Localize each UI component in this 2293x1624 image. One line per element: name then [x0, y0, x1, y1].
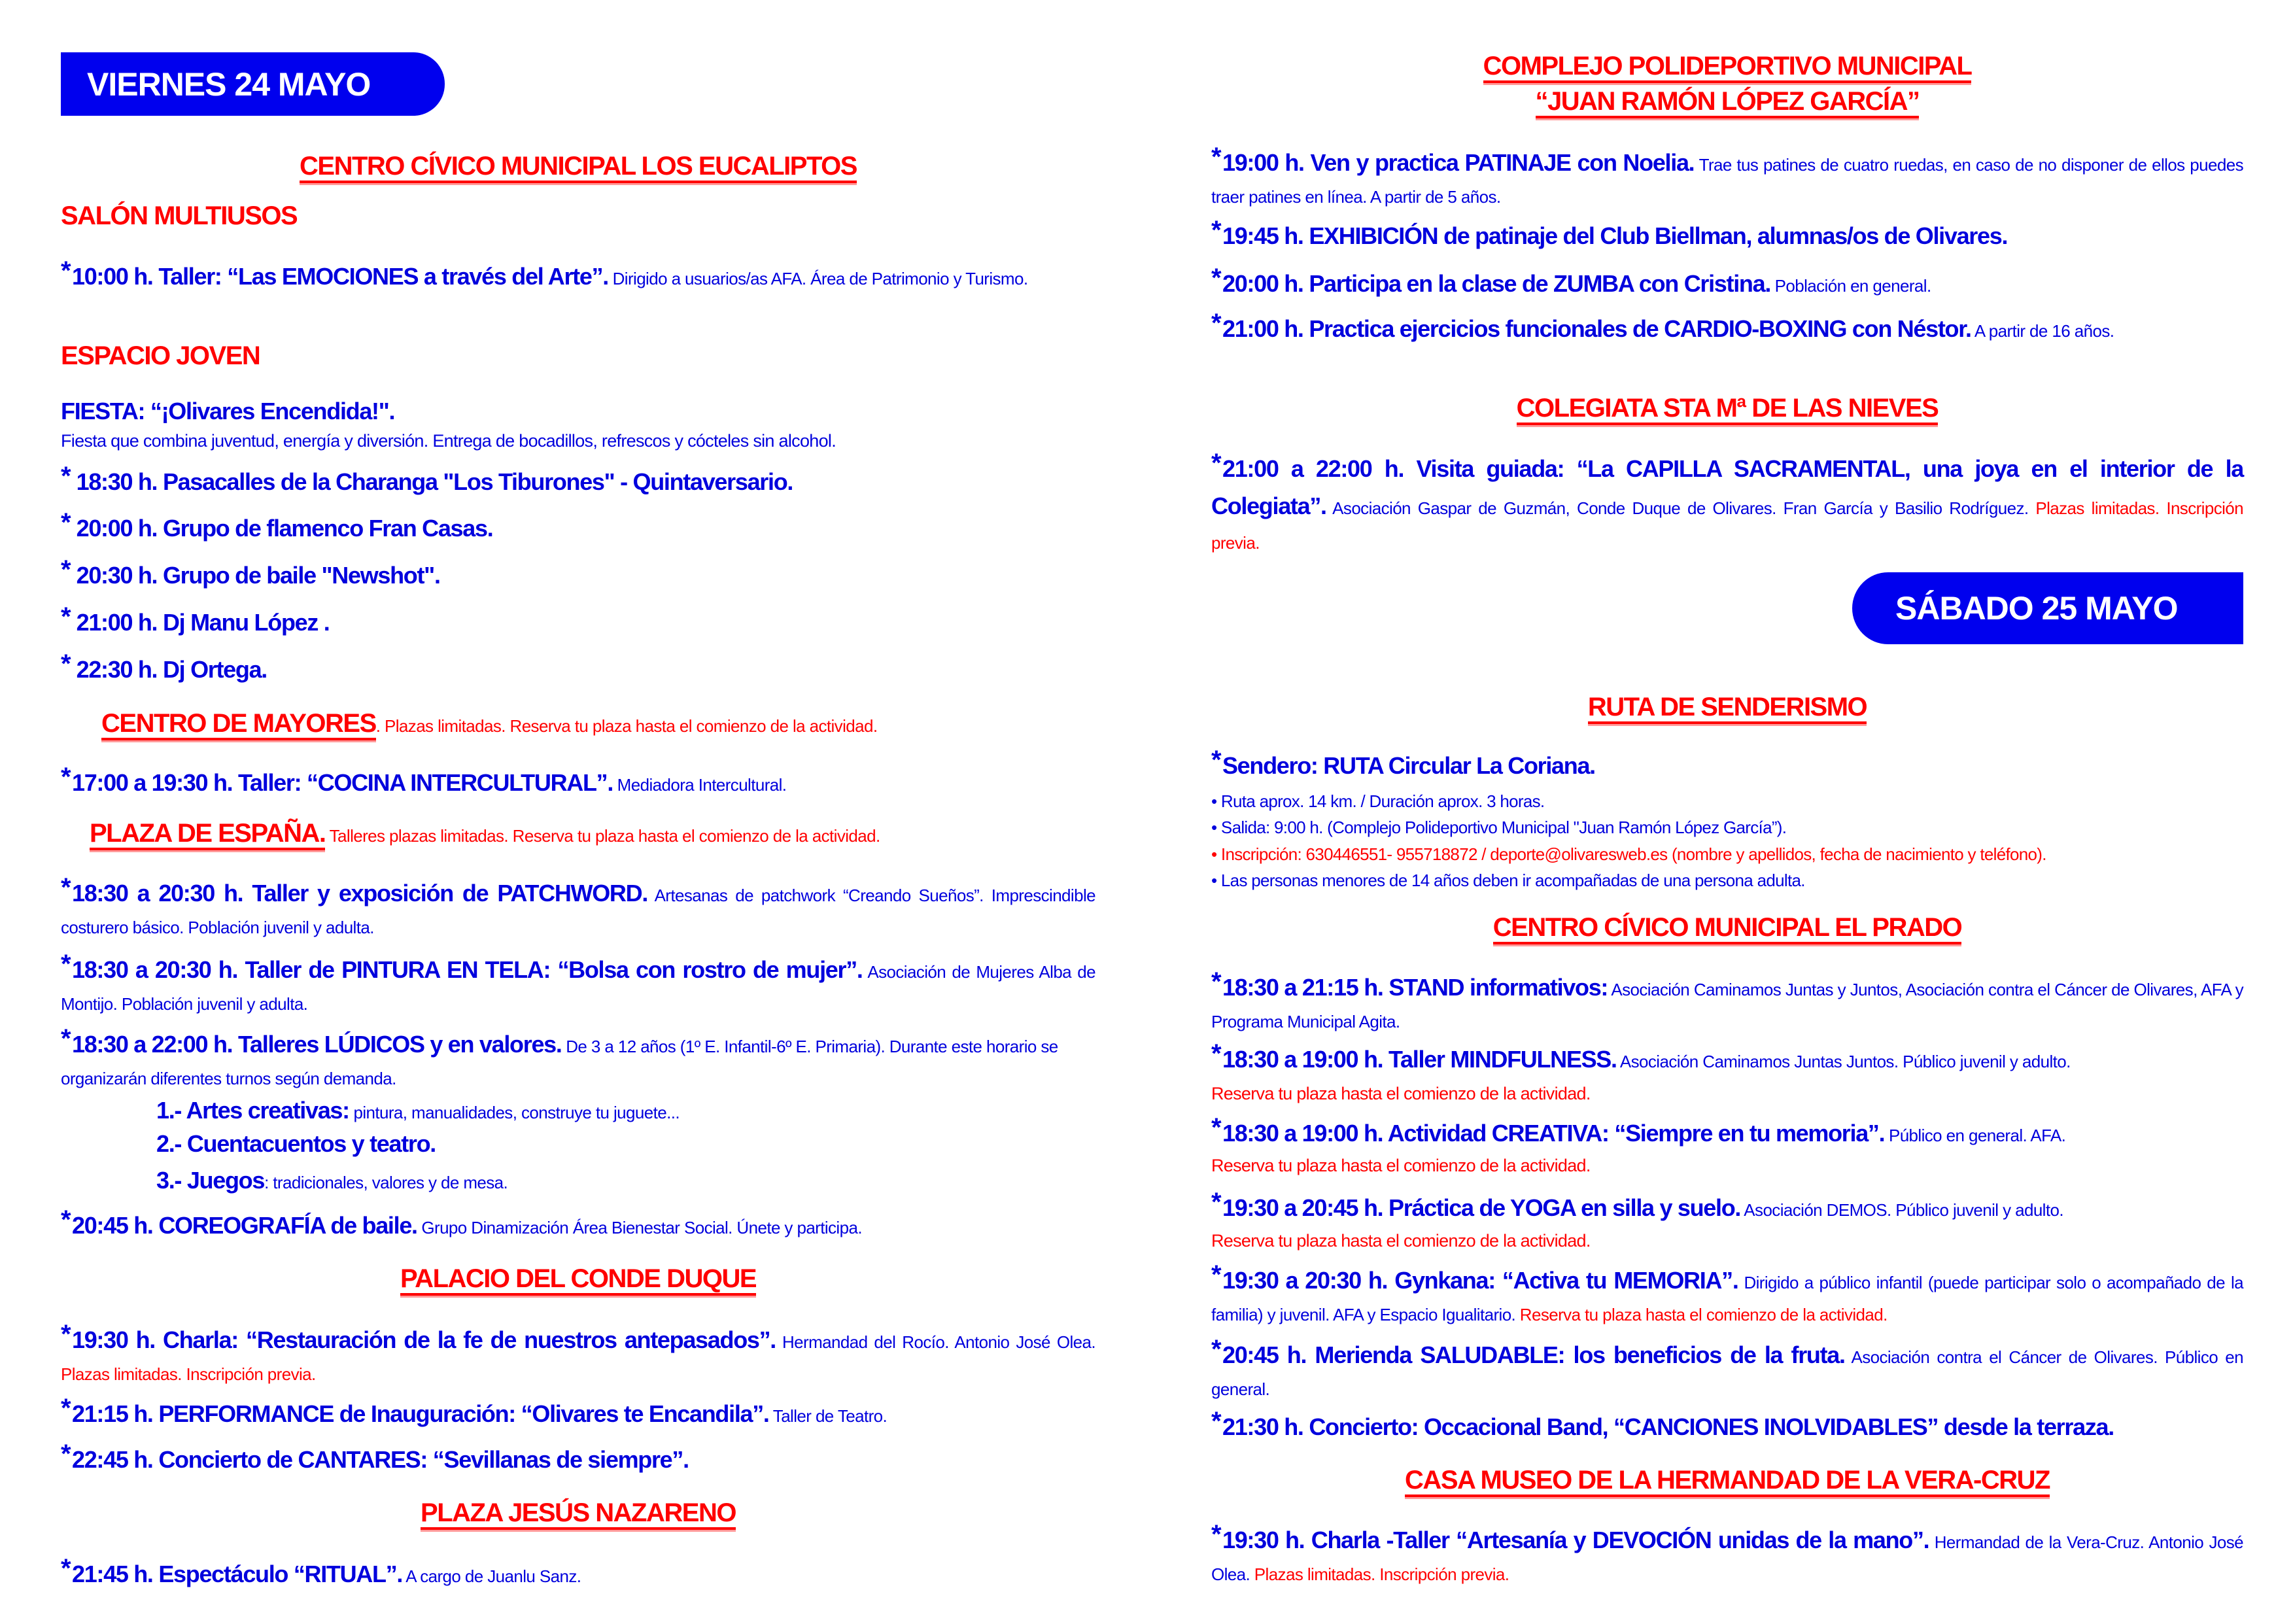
venue-heading — [61, 706, 1095, 743]
asterisk-icon: * — [61, 1440, 71, 1468]
event-title: 21:00 h. Dj Manu López . — [76, 609, 330, 636]
event-note: De 3 a 12 años (1º E. Infantil-6º E. Primaria). Durante este horario se organizarán diferentes turnos según demanda. — [61, 1037, 1058, 1088]
sublist-note: pintura, manualidades, construye tu juguete... — [349, 1103, 680, 1122]
event-note: Asociación contra el Cáncer de Olivares. Público en general. — [1211, 1347, 2243, 1399]
event-note: Taller de Teatro. — [768, 1406, 888, 1426]
asterisk-icon: * — [61, 1205, 71, 1234]
right-column — [1211, 0, 2243, 1624]
event-warning: Plazas limitadas. Inscripción previa. — [61, 1364, 316, 1384]
venue-title: “JUAN RAMÓN LÓPEZ GARCÍA” — [1536, 87, 1920, 118]
event-warning: Reserva tu plaza hasta el comienzo de la actividad. — [1211, 1084, 1591, 1103]
event-title: 18:30 a 20:30 h. Taller y exposición de PATCHWORD. — [71, 880, 648, 907]
venue-title: COMPLEJO POLIDEPORTIVO MUNICIPAL — [1483, 52, 1972, 83]
asterisk-icon: * — [61, 1554, 71, 1583]
route-detail: • Ruta aprox. 14 km. / Duración aprox. 3 horas. — [1211, 791, 1545, 811]
event-description: Fiesta que combina juventud, energía y diversión. Entrega de bocadillos, refrescos y cócteles sin alcohol. — [61, 431, 836, 451]
asterisk-icon: * — [61, 1024, 71, 1053]
sublist-note: : tradicionales, valores y de mesa. — [264, 1173, 508, 1192]
asterisk-icon: * — [61, 602, 71, 631]
sublist-item — [156, 1127, 1095, 1163]
venue-title: CENTRO CÍVICO MUNICIPAL LOS EUCALIPTOS — [300, 152, 857, 183]
event-title: 19:30 a 20:45 h. Práctica de YOGA en silla y suelo. — [1222, 1194, 1741, 1221]
venue-title: CASA MUSEO DE LA HERMANDAD DE LA VERA-CRUZ — [1405, 1466, 2050, 1497]
venue-heading — [1211, 910, 2243, 944]
venue-heading — [1211, 1463, 2243, 1497]
event-title: 21:00 a 22:00 h. Visita guiada: “La CAPILLA SACRAMENTAL, una joya en el interior de la Colegiata”. — [1211, 455, 2243, 519]
event-item — [61, 555, 1095, 594]
event-item — [61, 1205, 1095, 1244]
event-item — [61, 763, 1095, 801]
event-item — [1211, 143, 2243, 213]
event-note: Asociación Gaspar de Guzmán, Conde Duque de Olivares. Fran García y Basilio Rodríguez. — [1326, 498, 2029, 518]
event-item — [61, 395, 1095, 430]
left-column — [61, 0, 1095, 1624]
venue-note: Talleres plazas limitadas. Reserva tu plaza hasta el comienzo de la actividad. — [325, 826, 880, 846]
asterisk-icon: * — [1211, 264, 1221, 292]
event-title: 21:45 h. Espectáculo “RITUAL”. — [71, 1561, 403, 1587]
asterisk-icon: * — [1211, 746, 1221, 774]
event-title: 19:45 h. EXHIBICIÓN de patinaje del Club Biellman, alumnas/os de Olivares. — [1222, 222, 2008, 249]
asterisk-icon: * — [1211, 1407, 1221, 1436]
event-title: 19:00 h. Ven y practica PATINAJE con Noelia. — [1222, 149, 1695, 176]
event-item — [1211, 1520, 2243, 1591]
room-title: ESPACIO JOVEN — [61, 341, 260, 370]
event-item — [1211, 1039, 2243, 1078]
asterisk-icon: * — [1211, 1188, 1221, 1217]
event-note: Público en general. AFA. — [1884, 1126, 2066, 1145]
asterisk-icon: * — [61, 462, 71, 491]
event-item — [61, 256, 1095, 295]
event-title: 20:45 h. COREOGRAFÍA de baile. — [71, 1212, 417, 1239]
event-item — [61, 950, 1095, 1020]
event-title: Sendero: RUTA Circular La Coriana. — [1222, 752, 1595, 779]
venue-title: RUTA DE SENDERISMO — [1588, 693, 1867, 724]
asterisk-icon: * — [61, 1320, 71, 1349]
event-warning: Plazas limitadas. Inscripción previa. — [1211, 498, 2243, 553]
event-title: 18:30 a 20:30 h. Taller de PINTURA EN TELA: “Bolsa con rostro de mujer”. — [71, 956, 863, 983]
event-title: 19:30 h. Charla -Taller “Artesanía y DEVOCIÓN unidas de la mano”. — [1222, 1527, 1929, 1553]
event-title: 19:30 a 20:30 h. Gynkana: “Activa tu MEMORIA”. — [1222, 1267, 1738, 1294]
event-item — [1211, 1407, 2243, 1445]
event-item — [1211, 451, 2243, 561]
event-item — [1211, 264, 2243, 302]
event-note: Dirigido a usuarios/as AFA. Área de Patrimonio y Turismo. — [608, 269, 1028, 288]
event-title: 18:30 h. Pasacalles de la Charanga "Los Tiburones" - Quintaversario. — [76, 468, 793, 495]
asterisk-icon: * — [1211, 967, 1221, 996]
event-item — [61, 1320, 1095, 1391]
event-title: 17:00 a 19:30 h. Taller: “COCINA INTERCULTURAL”. — [71, 769, 613, 796]
event-title: 20:00 h. Participa en la clase de ZUMBA con Cristina. — [1222, 270, 1771, 297]
event-title: 20:00 h. Grupo de flamenco Fran Casas. — [76, 515, 493, 542]
venue-title: CENTRO DE MAYORES — [101, 709, 376, 740]
date-banner-friday — [61, 52, 445, 116]
event-item — [1211, 746, 2243, 784]
event-title: 10:00 h. Taller: “Las EMOCIONES a través del Arte”. — [71, 263, 608, 290]
asterisk-icon: * — [1211, 1335, 1221, 1364]
asterisk-icon: * — [61, 950, 71, 978]
event-note: A cargo de Juanlu Sanz. — [402, 1566, 581, 1586]
event-warning: Reserva tu plaza hasta el comienzo de la actividad. — [1211, 1231, 1591, 1251]
event-item — [61, 649, 1095, 688]
event-item — [1211, 1335, 2243, 1406]
route-registration: • Inscripción: 630446551- 955718872 / deporte@olivaresweb.es (nombre y apellidos, fecha de nacimiento y teléfono). — [1211, 844, 2046, 864]
event-item — [61, 873, 1095, 944]
event-warning: Reserva tu plaza hasta el comienzo de la actividad. — [1211, 1156, 1591, 1175]
event-title: 18:30 a 22:00 h. Talleres LÚDICOS y en valores. — [71, 1031, 562, 1058]
event-title: 18:30 a 19:00 h. Actividad CREATIVA: “Siempre en tu memoria”. — [1222, 1120, 1885, 1147]
venue-title: COLEGIATA STA Mª DE LAS NIEVES — [1517, 394, 1939, 425]
event-note: Asociación DEMOS. Público juvenil y adulto. — [1740, 1200, 2063, 1220]
event-note: Mediadora Intercultural. — [613, 775, 787, 795]
event-warning: Reserva tu plaza hasta el comienzo de la actividad. — [1515, 1305, 1888, 1324]
event-note: Hermandad del Rocío. Antonio José Olea. — [776, 1332, 1095, 1352]
sublist-title: 1.- Artes creativas: — [156, 1097, 349, 1124]
event-note: Asociación Caminamos Juntas Juntos. Público juvenil y adulto. — [1616, 1052, 2071, 1071]
event-note: Dirigido a público infantil (puede participar solo o acompañado de la familia) y juvenil. AFA y Espacio Igualitario. — [1211, 1273, 2243, 1324]
venue-title: PLAZA DE ESPAÑA. — [90, 819, 325, 850]
event-title: 20:45 h. Merienda SALUDABLE: los beneficios de la fruta. — [1222, 1341, 1845, 1368]
route-detail: • Salida: 9:00 h. (Complejo Polideportivo Municipal "Juan Ramón López García”). — [1211, 818, 1787, 837]
event-note: Trae tus patines de cuatro ruedas, en caso de no disponer de ellos puedes traer patines en línea. A partir de 5 años. — [1211, 155, 2243, 207]
event-item — [1211, 1113, 2243, 1152]
event-title: 19:30 h. Charla: “Restauración de la fe de nuestros antepasados”. — [71, 1326, 776, 1353]
asterisk-icon: * — [61, 649, 71, 678]
asterisk-icon: * — [61, 508, 71, 537]
event-item — [1211, 1188, 2243, 1226]
route-detail: • Las personas menores de 14 años deben ir acompañadas de una persona adulta. — [1211, 871, 1805, 890]
event-item — [61, 508, 1095, 547]
asterisk-icon: * — [1211, 1520, 1221, 1549]
event-title: 18:30 a 21:15 h. STAND informativos: — [1222, 974, 1608, 1001]
date-banner-saturday — [1852, 572, 2243, 644]
asterisk-icon: * — [61, 873, 71, 902]
event-title: 21:30 h. Concierto: Occacional Band, “CANCIONES INOLVIDABLES” desde la terraza. — [1222, 1413, 2114, 1440]
date-banner-label: VIERNES 24 MAYO — [87, 65, 371, 103]
event-item — [61, 1440, 1095, 1478]
event-warning: Plazas limitadas. Inscripción previa. — [1250, 1564, 1509, 1584]
event-note: Grupo Dinamización Área Bienestar Social. Únete y participa. — [417, 1218, 862, 1237]
sublist-title: 3.- Juegos — [156, 1167, 265, 1194]
asterisk-icon: * — [61, 256, 71, 285]
asterisk-icon: * — [61, 763, 71, 791]
venue-heading — [1211, 690, 2243, 724]
venue-heading — [61, 1496, 1095, 1530]
venue-heading — [61, 149, 1095, 183]
venue-heading — [61, 1262, 1095, 1296]
event-note: Asociación Caminamos Juntas y Juntos, Asociación contra el Cáncer de Olivares, AFA y Programa Municipal Agita. — [1211, 980, 2243, 1031]
event-title: 21:15 h. PERFORMANCE de Inauguración: “Olivares te Encandila”. — [71, 1400, 769, 1427]
asterisk-icon: * — [61, 1394, 71, 1423]
event-item — [61, 1554, 1095, 1593]
venue-heading — [61, 816, 1095, 853]
event-note: Artesanas de patchwork “Creando Sueños”. Imprescindible costurero básico. Población juvenil y adulta. — [61, 886, 1095, 937]
event-item — [61, 1024, 1095, 1095]
room-heading — [61, 199, 1095, 233]
event-item — [61, 462, 1095, 500]
venue-heading — [1211, 391, 2243, 425]
asterisk-icon: * — [1211, 143, 1221, 171]
asterisk-icon: * — [1211, 1113, 1221, 1142]
event-note: Población en general. — [1770, 276, 1931, 296]
asterisk-icon: * — [61, 555, 71, 584]
sublist-item — [156, 1164, 1095, 1200]
venue-title: CENTRO CÍVICO MUNICIPAL EL PRADO — [1493, 913, 1962, 944]
event-note: Hermandad de la Vera-Cruz. Antonio José Olea. — [1211, 1532, 2243, 1584]
event-item — [61, 1394, 1095, 1432]
asterisk-icon: * — [1211, 309, 1221, 337]
event-note: A partir de 16 años. — [1971, 321, 2114, 341]
event-item — [1211, 309, 2243, 347]
event-title: FIESTA: “¡Olivares Encendida!". — [61, 398, 395, 424]
venue-note: . Plazas limitadas. Reserva tu plaza hasta el comienzo de la actividad. — [375, 716, 878, 736]
date-banner-label: SÁBADO 25 MAYO — [1895, 590, 2178, 627]
asterisk-icon: * — [1211, 449, 1221, 477]
room-heading — [61, 339, 1095, 373]
venue-heading — [1211, 49, 2243, 83]
room-title: SALÓN MULTIUSOS — [61, 201, 298, 230]
event-item — [1211, 1260, 2243, 1331]
event-title: 20:30 h. Grupo de baile "Newshot". — [76, 562, 440, 589]
event-title: 18:30 a 19:00 h. Taller MINDFULNESS. — [1222, 1046, 1617, 1073]
event-title: 22:45 h. Concierto de CANTARES: “Sevillanas de siempre”. — [71, 1446, 689, 1473]
event-title: 22:30 h. Dj Ortega. — [76, 656, 267, 683]
asterisk-icon: * — [1211, 216, 1221, 245]
event-note: Asociación de Mujeres Alba de Montijo. Población juvenil y adulta. — [61, 962, 1095, 1014]
event-item — [1211, 216, 2243, 254]
event-item — [1211, 967, 2243, 1038]
event-title: 21:00 h. Practica ejercicios funcionales de CARDIO-BOXING con Néstor. — [1222, 315, 1971, 342]
asterisk-icon: * — [1211, 1039, 1221, 1068]
venue-title: PLAZA JESÚS NAZARENO — [421, 1498, 736, 1530]
sublist-item — [156, 1094, 1095, 1130]
venue-title: PALACIO DEL CONDE DUQUE — [400, 1264, 756, 1296]
asterisk-icon: * — [1211, 1260, 1221, 1289]
sublist-title: 2.- Cuentacuentos y teatro. — [156, 1130, 436, 1157]
venue-heading-line2 — [1211, 84, 2243, 118]
event-item — [61, 602, 1095, 641]
